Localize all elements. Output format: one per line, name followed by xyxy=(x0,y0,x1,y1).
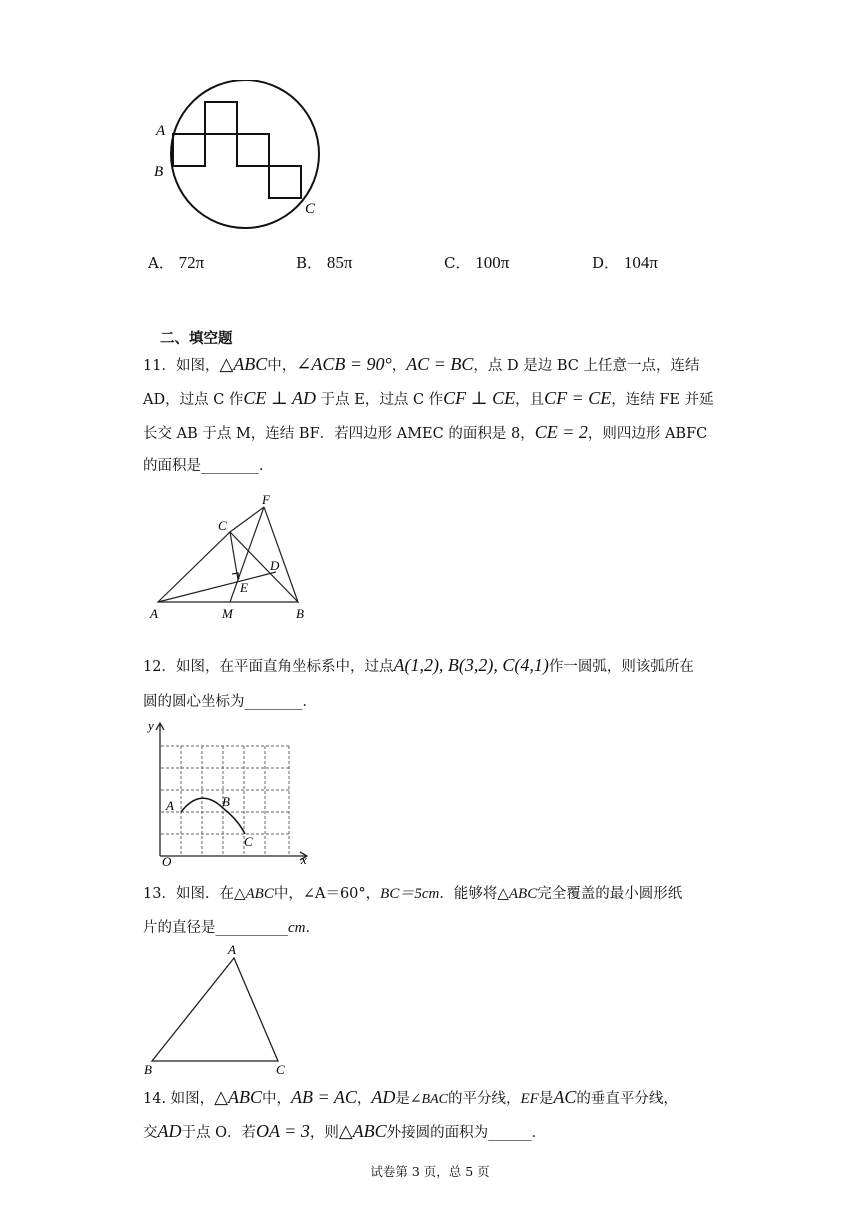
q12-label-o: O xyxy=(162,854,172,868)
q10-option-d: D． 104π xyxy=(592,253,658,272)
q13-line-2: 片的直径是__________cm． xyxy=(143,920,320,936)
q13-label-b: B xyxy=(144,1062,152,1077)
q10-option-a: A． 72π xyxy=(148,253,205,272)
q11-label-e: E xyxy=(240,580,248,595)
q10-figure xyxy=(148,80,328,240)
q10-label-a: A xyxy=(156,123,166,139)
q11-label-f: F xyxy=(262,492,270,507)
q12-label-y: y xyxy=(148,718,154,733)
q12-label-c: C xyxy=(244,834,253,849)
q12-line-1: 12．如图，在平面直角坐标系中，过点A(1,2), B(3,2), C(4,1)作一圆弧，则该弧所在 xyxy=(143,655,694,675)
q11-label-c: C xyxy=(218,518,227,533)
page-footer: 试卷第 3 页，总 5 页 xyxy=(370,1164,490,1179)
q11-line-2: AD，过点 C 作CE ⊥ AD 于点 E，过点 C 作CF ⊥ CE，且CF = CE，连结 FE 并延 xyxy=(143,388,714,408)
q10-option-b: B． 85π xyxy=(296,253,353,272)
q12-arc xyxy=(181,798,245,834)
q11-label-b: B xyxy=(296,606,304,621)
q12-label-a: A xyxy=(166,798,174,813)
q13-label-c: C xyxy=(276,1062,285,1077)
q12-label-b: B xyxy=(222,794,230,809)
q11-label-m: M xyxy=(222,606,233,621)
q10-label-c: C xyxy=(305,201,316,217)
q11-segment-bf xyxy=(264,507,298,602)
q11-figure xyxy=(146,492,316,622)
q13-label-a: A xyxy=(228,942,236,957)
q12-axes xyxy=(156,723,307,860)
q12-figure xyxy=(146,716,316,868)
q12-line-2: 圆的圆心坐标为________． xyxy=(143,694,317,710)
q13-line-1: 13．如图．在△ABC中，∠A＝60°，BC＝5cm．能够将△ABC完全覆盖的最小圆形纸 xyxy=(143,886,683,902)
q11-line-3: 长交 AB 于点 M，连结 BF．若四边形 AMEC 的面积是 8，CE = 2，则四边形 ABFC xyxy=(143,422,708,442)
q10-label-b: B xyxy=(154,164,164,180)
q10-squares xyxy=(173,102,301,198)
q14-line-1: 14. 如图，△ABC中，AB = AC，AD是∠BAC的平分线，EF是AC的垂直平分线， xyxy=(143,1087,678,1107)
q11-line-4: 的面积是________． xyxy=(143,458,274,474)
q14-line-2: 交AD于点 O．若OA = 3，则△ABC外接圆的面积为______． xyxy=(143,1121,547,1141)
q13-triangle xyxy=(152,958,278,1061)
q11-line-1: 11．如图，△ABC中，∠ACB = 90°，AC = BC，点 D 是边 BC 上任意一点，连结 xyxy=(143,354,700,374)
section-title: 二、填空题 xyxy=(160,330,233,347)
q11-segment-ad xyxy=(158,572,276,602)
q11-label-d: D xyxy=(270,558,280,573)
q13-figure xyxy=(142,940,302,1080)
q10-option-c: C． 100π xyxy=(444,253,510,272)
q10-circle xyxy=(171,80,319,228)
q12-label-x: x xyxy=(301,852,307,867)
q11-label-a: A xyxy=(150,606,158,621)
